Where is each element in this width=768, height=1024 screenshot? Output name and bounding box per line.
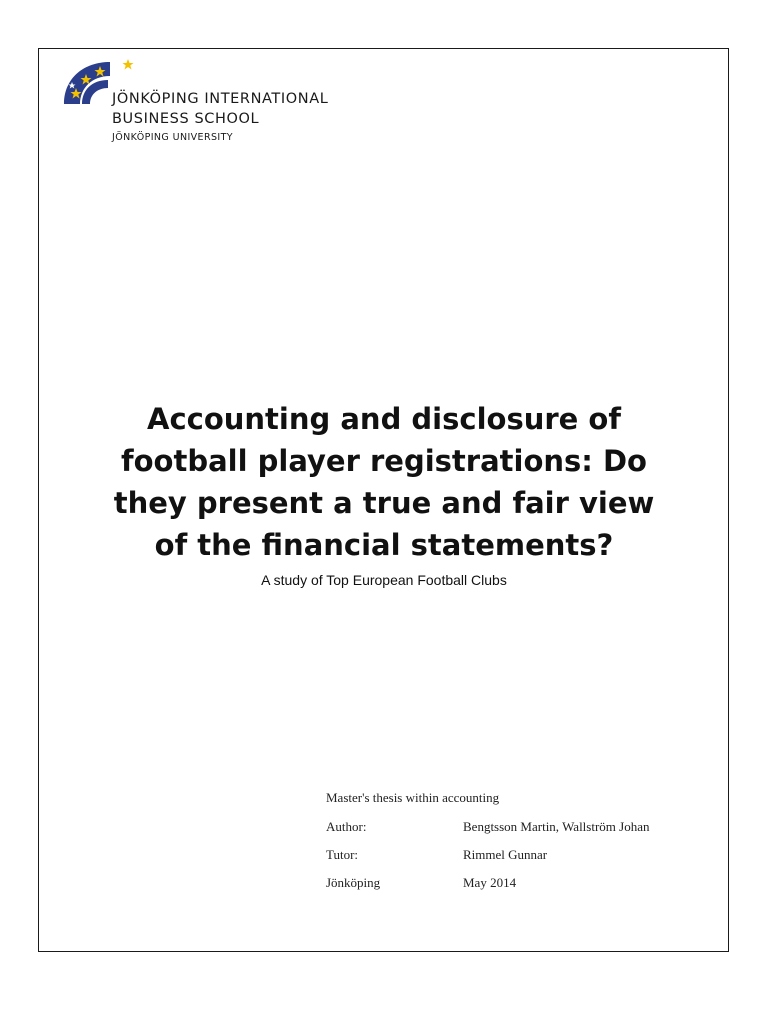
meta-row-author <box>326 819 716 837</box>
meta-row-place-date <box>326 875 716 893</box>
meta-value: Bengtsson Martin, Wallström Johan <box>463 819 650 834</box>
meta-value: Rimmel Gunnar <box>463 847 548 862</box>
title-line: Accounting and disclosure of <box>147 402 621 436</box>
title-line: they present a true and fair view <box>113 486 655 520</box>
thesis-title <box>60 398 708 566</box>
university-logo <box>62 56 382 156</box>
meta-label: Tutor: <box>326 847 359 862</box>
logo-text-line2: BUSINESS SCHOOL <box>112 111 260 127</box>
meta-label: Author: <box>326 819 367 834</box>
logo-text-line3: JÖNKÖPING UNIVERSITY <box>112 132 233 143</box>
title-line: football player registrations: Do <box>121 444 647 478</box>
meta-value: May 2014 <box>463 875 517 890</box>
title-line: of the financial statements? <box>154 528 614 562</box>
thesis-subtitle: A study of Top European Football Clubs <box>261 572 507 588</box>
meta-label: Jönköping <box>326 875 381 890</box>
thesis-type: Master's thesis within accounting <box>326 790 500 805</box>
logo-text-line1: JÖNKÖPING INTERNATIONAL <box>112 91 329 107</box>
meta-row-tutor <box>326 847 716 865</box>
